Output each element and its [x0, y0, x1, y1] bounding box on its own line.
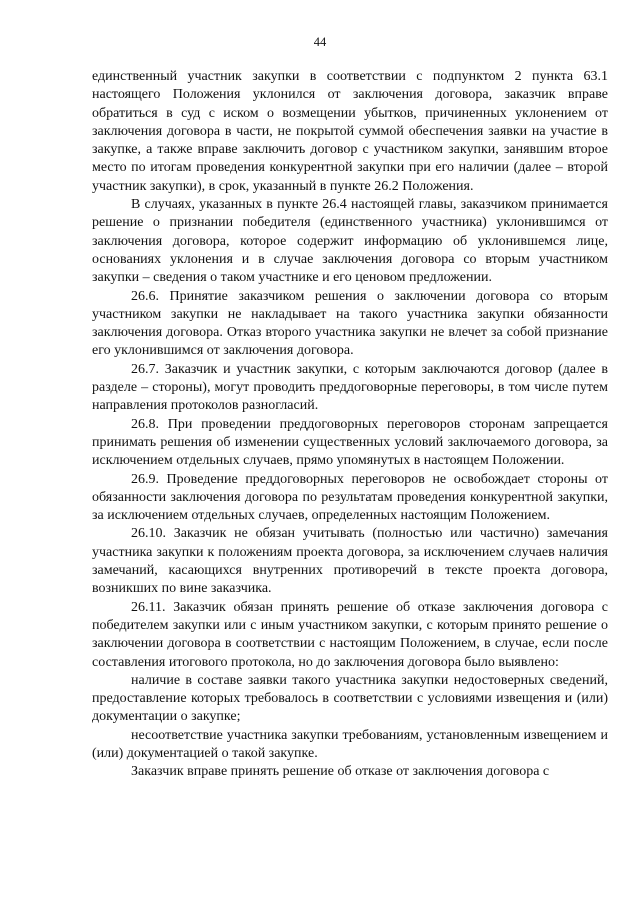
paragraph-26-10: 26.10. Заказчик не обязан учитывать (полностью или частично) замечания участника закупки к положениям проекта договора, за исключением случаев наличия замечаний, касающихся внутренних противоречий в тексте проекта договора, возникших по вине заказчика.	[92, 526, 608, 597]
paragraph-continuation-63-1: единственный участник закупки в соответствии с подпунктом 2 пункта 63.1 настоящего Положения уклонился от заключения договора, заказчик вправе обратиться в суд с иском о возмещении убытков, причиненных уклонением от заключения договора в части, не покрытой суммой обеспечения заявки на участие в закупке, а также вправе заключить договор с участником закупки, занявшим второе место по итогам проведения конкурентной закупки при его наличии (далее – второй участник закупки), в срок, указанный в пункте 26.2 Положения.	[92, 69, 608, 194]
paragraph-26-9: 26.9. Проведение преддоговорных переговоров не освобождает стороны от обязанности заключения договора по результатам проведения конкурентной закупки, за исключением отдельных случаев, определенных настоящим Положением.	[92, 471, 608, 524]
paragraph-non-compliance: несоответствие участника закупки требованиям, установленным извещением и (или) документацией о такой закупке.	[92, 727, 608, 761]
paragraph-26-8: 26.8. При проведении преддоговорных переговоров сторонам запрещается принимать решения об изменении существенных условий заключаемого договора, за исключением отдельных случаев, прямо упомянутых в настоящем Положении.	[92, 416, 608, 469]
paragraph-26-7: 26.7. Заказчик и участник закупки, с которым заключаются договор (далее в разделе – стороны), могут проводить преддоговорные переговоры, в том числе путем направления протоколов разногласий.	[92, 361, 608, 414]
paragraph-26-11: 26.11. Заказчик обязан принять решение об отказе заключения договора с победителем закупки или с иным участником закупки, с которым принято решение о заключении договора в соответствии с настоящим Положением, в случае, если после составления итогового протокола, но до заключения договора было выявлено:	[92, 599, 608, 670]
paragraph-inaccurate-info: наличие в составе заявки такого участника закупки недостоверных сведений, предоставление которых требовалось в соответствии с условиями извещения и (или) документации о закупке;	[92, 672, 608, 725]
paragraph-refusal-right: Заказчик вправе принять решение об отказе от заключения договора с	[131, 764, 550, 780]
paragraph-evasion-decision: В случаях, указанных в пункте 26.4 настоящей главы, заказчиком принимается решение о признании победителя (единственного участника) уклонившимся от заключения договора, которое содержит информацию об уклонившемся лице, основаниях уклонения и в случае заключения договора со вторым участником закупки – сведения о таком участнике и его ценовом предложении.	[92, 197, 608, 286]
document-body	[92, 68, 608, 782]
paragraph-26-6: 26.6. Принятие заказчиком решения о заключении договора со вторым участником закупки не накладывает на такого участника закупки обязанности заключения договора. Отказ второго участника закупки не влечет за собой признание его уклонившимся от заключения договора.	[92, 288, 608, 359]
page-number: 44	[313, 35, 327, 49]
